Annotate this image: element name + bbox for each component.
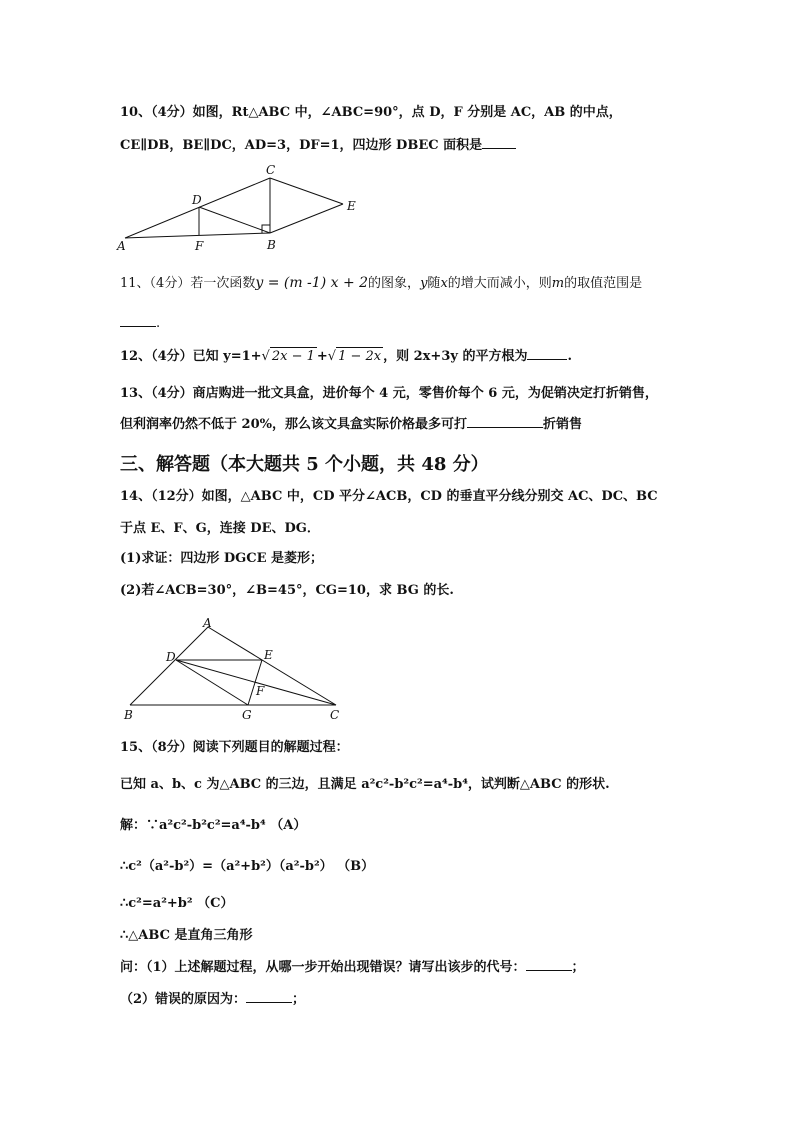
q15-ask2 [120,990,305,1009]
q14-part2: (2)若∠ACB=30°，∠B=45°，CG=10，求 BG 的长. [120,583,454,598]
q10-seg-CE [270,178,343,204]
q10-label-B: B [267,238,276,252]
q14-seg-AC [208,627,336,705]
q12-root2: 1 − 2x [338,349,382,364]
q11-end: . [156,316,161,331]
q14-line2: 于点 E、F、G，连接 DE、DG． [120,521,320,536]
section3-title: 三、解答题（本大题共 5 个小题，共 48 分） [120,454,489,475]
q10-seg-AC [125,178,270,238]
q12-end: . [567,349,572,364]
q11-answer-blank[interactable] [120,314,156,327]
q10-answer-blank[interactable] [482,136,516,149]
q12-plus: + [316,349,328,364]
q10-label-A: A [117,239,126,253]
q15-ask2-prefix: （2）错误的原因为： [120,992,247,1007]
q14-label-D: D [166,650,176,664]
q10-label-F: F [195,239,204,253]
q10-seg-DB [199,207,270,233]
q11-prefix: 11、（4分）若一次函数 [120,276,256,291]
q11-mid3: 的增大而减小，则 [447,276,552,291]
q10-seg-BE [270,204,343,233]
q12-line: 12、（4分）已知 y=1+√ 2x − 1 +√ 1 − 2x ，则 2x+3y 的平方根为 . [120,349,572,364]
q14-line1: 14、（12分）如图，△ABC 中，CD 平分∠ACB，CD 的垂直平分线分别交 AC、DC、BC [120,489,658,504]
q14-label-A: A [203,616,212,630]
q15-conclusion: ∴△ABC 是直角三角形 [120,928,253,943]
q14-part1: (1)求证：四边形 DGCE 是菱形； [120,551,324,566]
q13-line1: 13、（4分）商店购进一批文具盒，进价每个 4 元，零售价每个 6 元，为促销决定打折销售， [120,386,658,401]
q14-seg-DC [176,660,336,705]
q15-ask1-prefix: 问：（1）上述解题过程，从哪一步开始出现错误？请写出该步的代号： [120,960,526,975]
q10-label-C: C [266,163,276,177]
q15-ask2-suffix: ； [292,992,306,1007]
q15-ask1 [120,958,585,977]
q15-ask1-suffix: ； [571,960,585,975]
q11-suffix: 的取值范围是 [564,276,643,291]
q10-label-D: D [192,193,202,207]
q11-var-y: y [420,276,428,291]
q11-line2 [120,314,160,333]
q13-line2-prefix: 但利润率仍然不低于 20%，那么该文具盒实际价格最多可打 [120,417,467,432]
q12-suffix: ，则 2x+3y 的平方根为 [383,349,528,364]
q15-line1: 15、（8分）阅读下列题目的解题过程： [120,740,349,755]
q12-root1: 2x − 1 [271,349,315,364]
q15-ask2-blank[interactable] [246,990,292,1003]
q11-line1 [120,274,642,293]
q15-step-c: ∴c²=a²+b² （C） [120,896,234,911]
q12-prefix: 12、（4分）已知 y=1+ [120,349,262,364]
q15-ask1-blank[interactable] [526,958,572,971]
q14-figure [118,615,348,725]
q14-label-B: B [124,708,133,722]
q11-formula: y = (m -1) x + 2 [255,275,369,291]
q14-label-F: F [256,684,265,698]
q10-label-E: E [347,199,356,213]
q14-seg-EG [248,660,262,705]
q11-var-m: m [551,276,565,291]
q12-answer-blank[interactable] [527,347,567,360]
q13-line2 [120,415,582,434]
q15-line2: 已知 a、b、c 为△ABC 的三边，且满足 a²c²-b²c²=a⁴-b⁴，试判断△ABC 的形状. [120,777,610,792]
q14-label-G: G [242,708,252,722]
q10-seg-AB [125,233,270,238]
q10-line1: 10、（4分）如图，Rt△ABC 中，∠ABC=90°，点 D，F 分别是 AC，AB 的中点， [120,105,622,120]
q11-var-x: x [440,276,448,291]
q13-answer-blank[interactable] [467,415,543,428]
q13-line2-suffix: 折销售 [542,417,582,432]
q10-line2 [120,136,516,155]
q11-mid: 的图象， [368,276,421,291]
q14-label-C: C [330,708,340,722]
q10-figure [115,160,375,255]
q10-line2-text: CE∥DB，BE∥DC，AD=3，DF=1，四边形 DBEC 面积是 [120,138,483,153]
q14-label-E: E [264,648,273,662]
q11-mid2: 随 [427,276,441,291]
q15-step-b: ∴c²（a²-b²）=（a²+b²）（a²-b²） （B） [120,859,375,874]
q15-step-a: 解：∵a²c²-b²c²=a⁴-b⁴ （A） [120,818,307,833]
q14-seg-DG [176,660,248,705]
